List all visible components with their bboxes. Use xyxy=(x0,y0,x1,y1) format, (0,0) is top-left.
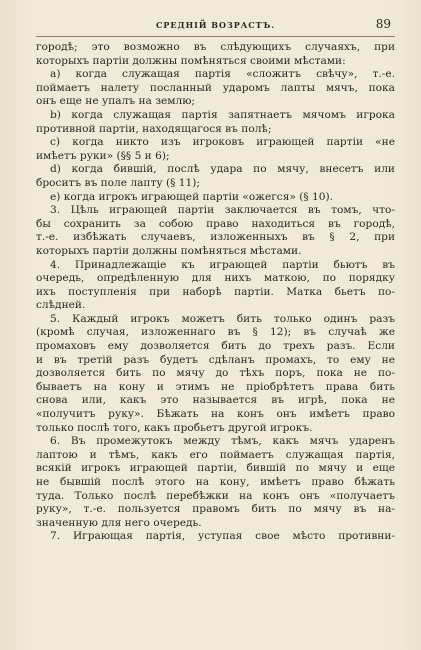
text-line: слѣдней. xyxy=(36,299,86,312)
text-line: 5. Каждый игрокъ можетъ бить только одинъ разъ xyxy=(50,312,395,325)
text-line: b) когда служащая партія запятнаетъ мячомъ игрока xyxy=(50,108,395,121)
text-line: всякій игрокъ играющей партіи, бившій по мячу и еще xyxy=(36,462,395,475)
text-line: бываетъ на кону и этимъ не пріобрѣтетъ права бить xyxy=(36,380,395,393)
text-line: которыхъ партіи должны помѣняться своими мѣстами: xyxy=(36,54,346,67)
text-line: не бывшій послѣ этого на кону, имѣетъ право бѣжать xyxy=(36,476,395,488)
text-line: руку», т.-е. пользуется правомъ бить по мячу въ на- xyxy=(36,503,395,516)
text-line: городѣ; это возможно въ слѣдующихъ случаяхъ, при xyxy=(36,41,395,53)
body-text xyxy=(36,41,395,544)
running-head: СРЕДНІЙ ВОЗРАСТЪ. xyxy=(155,20,276,30)
text-line: имѣетъ руки» (§§ 5 и 6); xyxy=(36,149,170,162)
text-line: противной партіи, находящагося въ полѣ; xyxy=(36,122,272,135)
text-line: d) когда бившій, послѣ удара по мячу, внесетъ или xyxy=(50,163,395,176)
text-line: туда. Только послѣ перебѣжки на конъ онъ «получаетъ xyxy=(36,489,395,502)
page-header xyxy=(36,14,395,37)
text-line: которыхъ партіи должны помѣняться мѣстами. xyxy=(36,244,302,257)
text-line: очередь, опредѣленную для нихъ маткою, по порядку xyxy=(36,272,395,285)
text-line: и въ третій разъ будетъ сдѣланъ промахъ, то ему не xyxy=(36,353,395,366)
text-line: «получитъ руку». Бѣжать на конъ онъ имѣетъ право xyxy=(36,408,395,421)
text-line: поймаетъ налету посланный ударомъ лапты мячъ, пока xyxy=(36,81,395,94)
text-line: c) когда никто изъ игроковъ играющей партіи «не xyxy=(50,136,395,149)
text-line: снова или, какъ это называется въ игрѣ, пока не xyxy=(36,394,395,407)
text-line: ихъ поступленія при наборѣ партіи. Матка бьетъ по- xyxy=(36,285,395,298)
text-line: только послѣ того, какъ пробьетъ другой игрокъ. xyxy=(36,421,313,434)
text-line: бы сохранить за собою право находиться въ городѣ, xyxy=(36,217,395,230)
page-number: 89 xyxy=(375,17,391,31)
text-line: 4. Принадлежащіе къ играющей партіи бьютъ въ xyxy=(50,258,395,271)
text-line: e) когда игрокъ играющей партіи «ожегся» (§ 10). xyxy=(50,190,334,203)
text-line: (кромѣ случая, изложеннаго въ § 12); въ случаѣ же xyxy=(36,326,395,339)
text-line: 6. Въ промежутокъ между тѣмъ, какъ мячъ ударенъ xyxy=(50,435,395,448)
text-line: онъ еще не упалъ на землю; xyxy=(36,95,195,108)
text-line: 7. Играющая партія, уступая свое мѣсто противни- xyxy=(50,530,395,543)
text-line: значенную для него очередь. xyxy=(36,516,202,529)
text-line: 3. Цѣль играющей партіи заключается въ томъ, что- xyxy=(50,204,395,217)
text-line: a) когда служащая партія «сложитъ свѣчу», т.-е. xyxy=(50,68,395,81)
text-line: лаптою и тѣмъ, какъ его поймаетъ служащая партія, xyxy=(36,448,395,461)
text-line: дозволяется бить по мячу до тѣхъ поръ, пока не по- xyxy=(36,367,395,380)
text-line: броситъ въ поле лапту (§ 11); xyxy=(36,176,200,189)
text-line: промаховъ ему дозволяется бить до трехъ разъ. Если xyxy=(36,340,395,353)
text-line: т.-е. избѣжать случаевъ, изложенныхъ въ § 2, при xyxy=(36,231,395,244)
